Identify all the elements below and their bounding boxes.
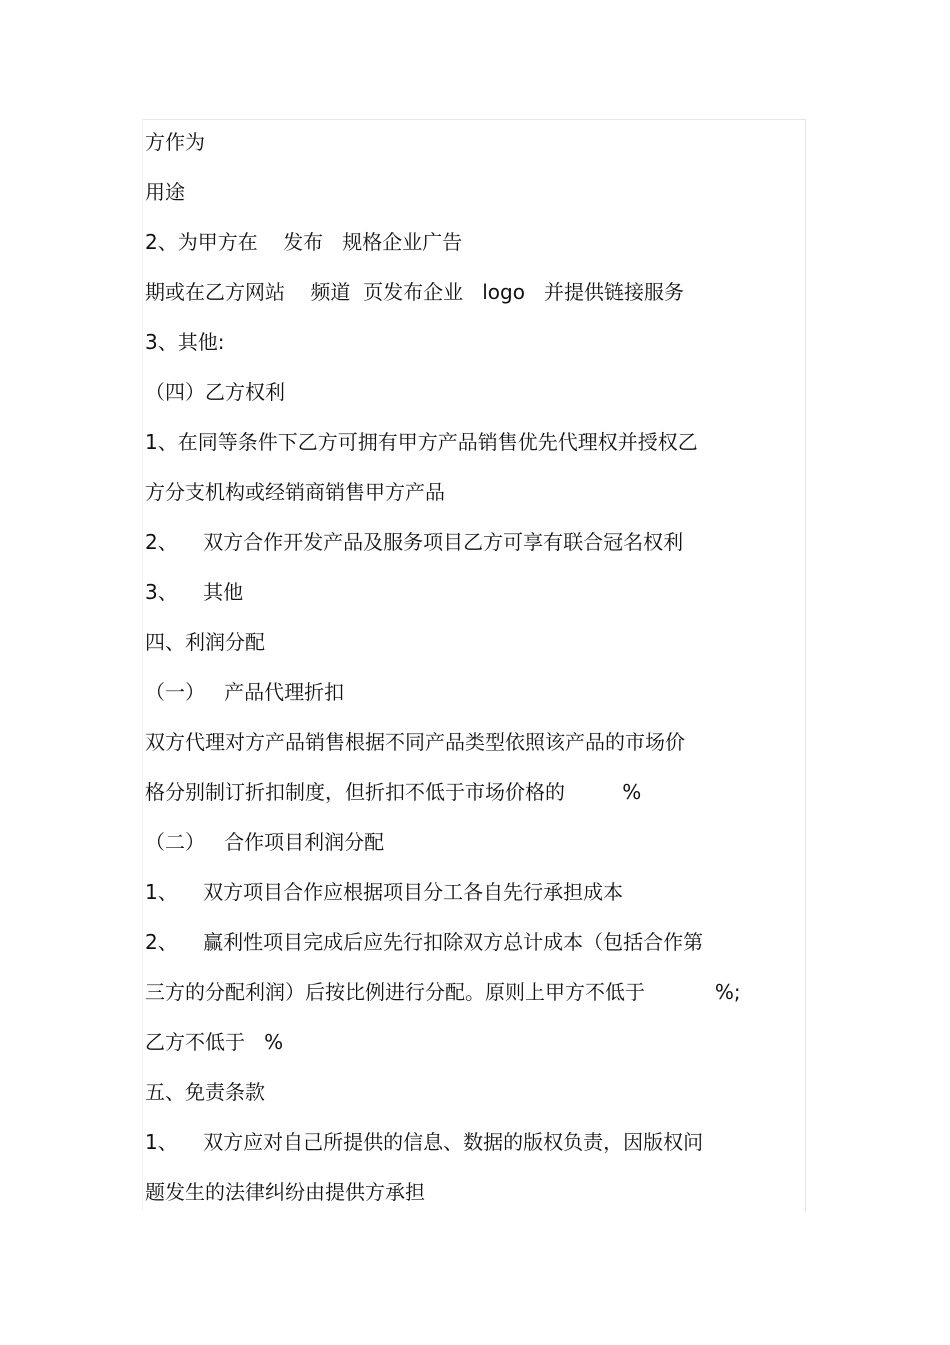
text-line: 1、 双方应对自己所提供的信息、数据的版权负责，因版权问 — [145, 1130, 704, 1154]
text-line: 方分支机构或经销商销售甲方产品 — [145, 480, 445, 504]
section-heading: 四、利润分配 — [145, 630, 265, 654]
text-line: 三方的分配利润）后按比例进行分配。原则上甲方不低于 %; — [145, 980, 741, 1004]
subsection-heading: （二） 合作项目利润分配 — [145, 830, 385, 854]
text-line: 双方代理对方产品销售根据不同产品类型依照该产品的市场价 — [145, 730, 685, 754]
text-line: 格分别制订折扣制度，但折扣不低于市场价格的 % — [145, 780, 642, 804]
text-line: 用途 — [145, 180, 185, 204]
text-line: 3、其他: — [145, 330, 225, 354]
text-line: 题发生的法律纠纷由提供方承担 — [145, 1180, 425, 1204]
text-line: 2、 双方合作开发产品及服务项目乙方可享有联合冠名权利 — [145, 530, 684, 554]
text-line: 1、 双方项目合作应根据项目分工各自先行承担成本 — [145, 880, 624, 904]
text-line: 3、 其他 — [145, 580, 244, 604]
section-heading: 五、免责条款 — [145, 1080, 265, 1104]
text-line: 2、为甲方在 发布 规格企业广告 — [145, 230, 463, 254]
text-line: 1、在同等条件下乙方可拥有甲方产品销售优先代理权并授权乙 — [145, 430, 698, 454]
subsection-heading: （一） 产品代理折扣 — [145, 680, 345, 704]
section-heading: （四）乙方权利 — [145, 380, 285, 404]
text-line: 2、 赢利性项目完成后应先行扣除双方总计成本（包括合作第 — [145, 930, 704, 954]
text-line: 方作为 — [145, 130, 205, 154]
text-line: 乙方不低于 % — [145, 1030, 284, 1054]
text-line: 期或在乙方网站 频道 页发布企业 logo 并提供链接服务 — [145, 280, 685, 304]
